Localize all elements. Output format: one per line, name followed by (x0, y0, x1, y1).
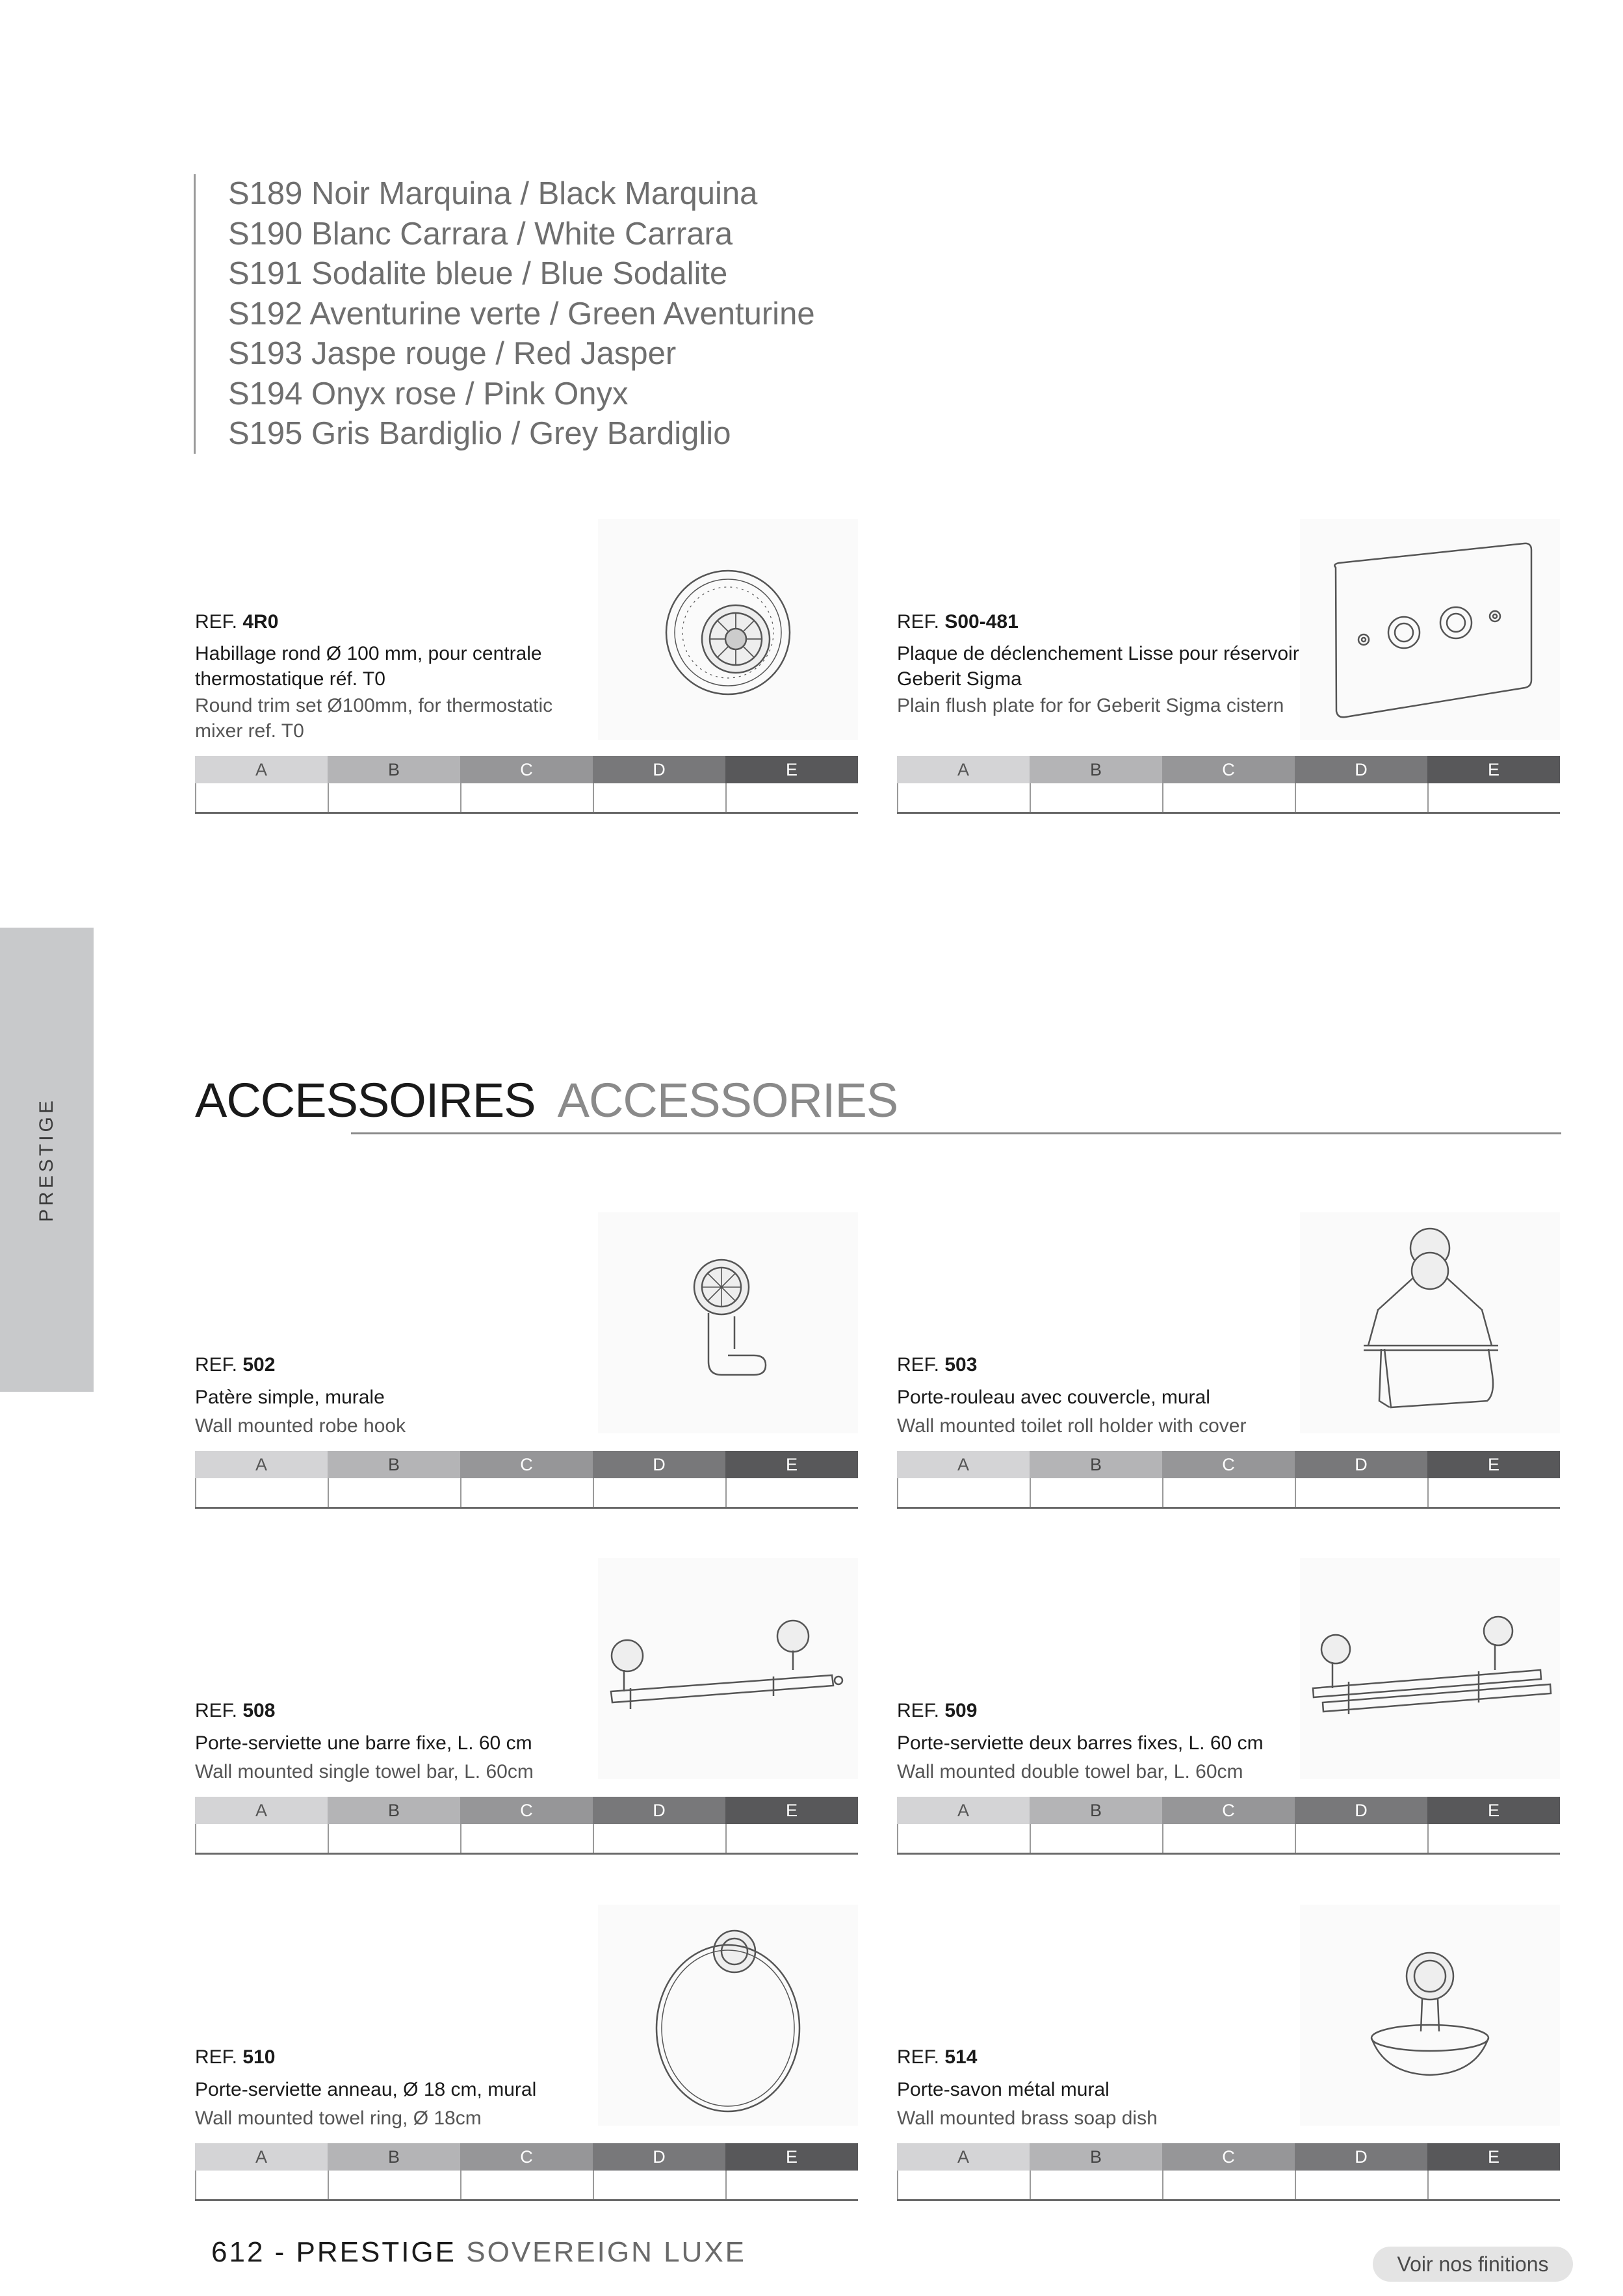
grade-e: E (1427, 756, 1560, 783)
price-grade-table (897, 1797, 1560, 1854)
grade-d: D (1295, 1797, 1427, 1824)
ref-code: 509 (944, 1700, 978, 1721)
view-finishes-button[interactable]: Voir nos finitions (1373, 2247, 1573, 2282)
price-grade-table (195, 1451, 858, 1508)
section-title-fr: ACCESSOIRES (195, 1073, 536, 1127)
grade-c: C (1162, 1451, 1295, 1478)
ref-prefix: REF. (195, 2046, 243, 2068)
double-towel-bar-icon (1300, 1558, 1560, 1779)
grade-b: B (1030, 1797, 1162, 1824)
grade-e: E (725, 2143, 858, 2171)
ref-code: 508 (242, 1700, 276, 1721)
finish-item: S194 Onyx rose / Pink Onyx (228, 376, 629, 411)
product-card (897, 1558, 1560, 1851)
grade-d: D (1295, 2143, 1427, 2171)
grade-a: A (195, 1451, 328, 1478)
page-number: 612 - (211, 2236, 296, 2268)
grade-c: C (460, 1797, 593, 1824)
product-ref (897, 611, 1019, 633)
product-desc-en: Wall mounted toilet roll holder with cover (897, 1415, 1247, 1437)
grade-a: A (897, 1451, 1030, 1478)
price-grade-table (897, 756, 1560, 813)
ref-code: 514 (944, 2046, 978, 2068)
grade-e: E (1427, 2143, 1560, 2171)
product-desc-fr: Porte-rouleau avec couvercle, mural (897, 1387, 1210, 1408)
thermostatic-trim-icon (598, 519, 858, 740)
grade-d: D (593, 2143, 725, 2171)
price-grade-table (897, 1451, 1560, 1508)
grade-b: B (328, 2143, 460, 2171)
grade-e: E (1427, 1797, 1560, 1824)
product-ref (897, 1354, 977, 1376)
section-title-en: ACCESSORIES (557, 1073, 898, 1127)
product-card (195, 519, 858, 811)
grade-a: A (195, 2143, 328, 2171)
finish-list (194, 174, 974, 454)
product-desc-fr: Porte-savon métal mural (897, 2079, 1110, 2100)
product-ref (897, 2046, 977, 2068)
grade-a: A (897, 2143, 1030, 2171)
product-card (195, 1905, 858, 2197)
grade-b: B (1030, 2143, 1162, 2171)
grade-d: D (1295, 756, 1427, 783)
robe-hook-icon (598, 1212, 858, 1433)
product-desc-en: Wall mounted robe hook (195, 1415, 406, 1437)
product-card (195, 1558, 858, 1851)
ref-prefix: REF. (195, 611, 243, 633)
grade-c: C (460, 756, 593, 783)
ref-code: 510 (242, 2046, 276, 2068)
flush-plate-icon (1300, 519, 1560, 740)
ref-prefix: REF. (897, 611, 945, 633)
product-card (897, 1212, 1560, 1505)
grade-c: C (460, 1451, 593, 1478)
ref-prefix: REF. (897, 1354, 945, 1376)
product-ref (195, 1700, 275, 1722)
ref-code: 502 (242, 1354, 276, 1376)
grade-c: C (1162, 756, 1295, 783)
grade-a: A (195, 756, 328, 783)
grade-e: E (725, 1797, 858, 1824)
product-desc-fr: Patère simple, murale (195, 1387, 385, 1408)
product-desc-en: Round trim set Ø100mm, for thermostatic mixer ref. T0 (195, 695, 553, 742)
product-desc-en: Wall mounted single towel bar, L. 60cm (195, 1761, 534, 1782)
finish-item: S193 Jaspe rouge / Red Jasper (228, 336, 677, 371)
product-card (195, 1212, 858, 1505)
finish-item: S190 Blanc Carrara / White Carrara (228, 216, 733, 252)
grade-c: C (1162, 2143, 1295, 2171)
finish-item: S192 Aventurine verte / Green Aventurine (228, 296, 815, 332)
product-desc-en: Wall mounted towel ring, Ø 18cm (195, 2107, 482, 2129)
product-ref (195, 1354, 275, 1376)
product-ref (897, 1700, 977, 1722)
ref-prefix: REF. (897, 1700, 945, 1721)
page-footer (211, 2236, 746, 2269)
finish-item: S191 Sodalite bleue / Blue Sodalite (228, 256, 728, 291)
product-desc-fr: Plaque de déclenchement Lisse pour réservoir Geberit Sigma (897, 643, 1299, 690)
product-card (897, 519, 1560, 811)
grade-d: D (593, 756, 725, 783)
product-desc-fr: Habillage rond Ø 100 mm, pour centrale thermostatique réf. T0 (195, 643, 542, 690)
toilet-roll-holder-icon (1300, 1212, 1560, 1433)
grade-a: A (897, 1797, 1030, 1824)
price-grade-table (897, 2143, 1560, 2200)
grade-b: B (328, 1451, 460, 1478)
price-grade-table (195, 1797, 858, 1854)
ref-prefix: REF. (897, 2046, 945, 2068)
grade-e: E (725, 756, 858, 783)
ref-code: 4R0 (242, 611, 279, 633)
grade-c: C (1162, 1797, 1295, 1824)
product-ref (195, 611, 278, 633)
product-desc-fr: Porte-serviette anneau, Ø 18 cm, mural (195, 2079, 537, 2100)
price-grade-table (195, 756, 858, 813)
product-desc-en: Wall mounted brass soap dish (897, 2107, 1158, 2129)
grade-c: C (460, 2143, 593, 2171)
single-towel-bar-icon (598, 1558, 858, 1779)
grade-d: D (593, 1451, 725, 1478)
ref-code: 503 (944, 1354, 978, 1376)
grade-b: B (328, 756, 460, 783)
ref-code: S00-481 (944, 611, 1019, 633)
product-desc-en: Plain flush plate for for Geberit Sigma cistern (897, 695, 1284, 716)
ref-prefix: REF. (195, 1354, 243, 1376)
footer-collection: SOVEREIGN LUXE (466, 2236, 747, 2268)
product-desc-fr: Porte-serviette deux barres fixes, L. 60 cm (897, 1732, 1264, 1754)
finish-item: S195 Gris Bardiglio / Grey Bardiglio (228, 416, 731, 451)
ref-prefix: REF. (195, 1700, 243, 1721)
grade-a: A (195, 1797, 328, 1824)
product-desc-fr: Porte-serviette une barre fixe, L. 60 cm (195, 1732, 532, 1754)
footer-brand: PRESTIGE (296, 2236, 457, 2268)
product-desc-en: Wall mounted double towel bar, L. 60cm (897, 1761, 1243, 1782)
price-grade-table (195, 2143, 858, 2200)
grade-b: B (328, 1797, 460, 1824)
side-tab-label: PRESTIGE (36, 1097, 57, 1222)
section-heading (195, 1073, 898, 1128)
grade-b: B (1030, 756, 1162, 783)
product-card (897, 1905, 1560, 2197)
grade-e: E (725, 1451, 858, 1478)
soap-dish-icon (1300, 1905, 1560, 2126)
grade-e: E (1427, 1451, 1560, 1478)
grade-d: D (1295, 1451, 1427, 1478)
product-ref (195, 2046, 275, 2068)
grade-a: A (897, 756, 1030, 783)
towel-ring-icon (598, 1905, 858, 2126)
section-divider (351, 1132, 1561, 1134)
grade-d: D (593, 1797, 725, 1824)
finish-item: S189 Noir Marquina / Black Marquina (228, 176, 758, 211)
grade-b: B (1030, 1451, 1162, 1478)
